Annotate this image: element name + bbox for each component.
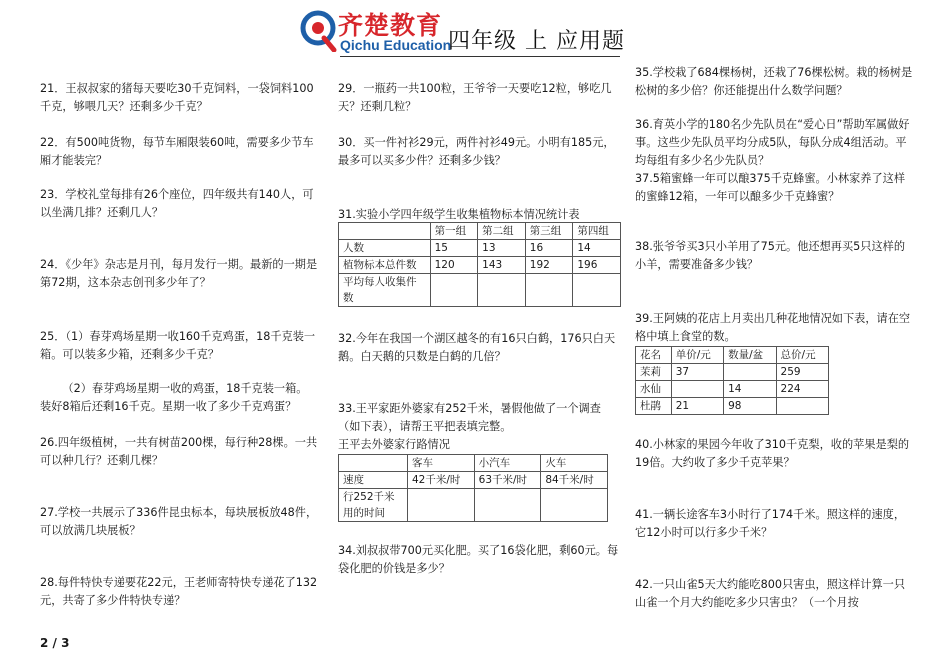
table-cell: 茉莉 <box>636 364 672 381</box>
specimen-table <box>338 222 621 307</box>
table-cell <box>776 398 828 415</box>
logo-icon <box>300 8 340 52</box>
question-39: 39.王阿姨的花店上月卖出几种花地情况如下表，请在空格中填上食堂的数。 <box>635 312 911 343</box>
table-cell <box>339 223 431 240</box>
question-31-title: 31.实验小学四年级学生收集植物标本情况统计表 <box>338 208 580 221</box>
question-40: 40.小林家的果园今年收了310千克梨，收的苹果是梨的19倍。大约收了多少千克苹果？ <box>635 438 910 469</box>
question-37: 37.5箱蜜蜂一年可以酿375千克蜂蜜。小林家养了这样的蜜蜂12箱，一年可以酿多少千克蜂蜜？ <box>635 172 906 203</box>
table-header-cell: 第三组 <box>525 223 573 240</box>
flower-table <box>635 346 829 415</box>
table-header-cell: 客车 <box>408 455 475 472</box>
question-29: 29．一瓶药一共100粒，王爷爷一天要吃12粒，够吃几天？还剩几粒？ <box>338 82 612 113</box>
table-cell: 120 <box>430 257 478 274</box>
question-41: 41.一辆长途客车3小时行了174千米。照这样的速度，它12小时可以行多少千米？ <box>635 508 906 539</box>
travel-table <box>338 454 608 522</box>
table-cell: 13 <box>478 240 526 257</box>
logo-text-cn: 齐楚教育 <box>338 11 443 40</box>
table-header-row <box>636 347 829 364</box>
table-cell <box>430 274 478 307</box>
table-cell: 98 <box>724 398 776 415</box>
table-header-cell: 数量/盆 <box>724 347 776 364</box>
question-23: 23．学校礼堂每排有26个座位，四年级共有140人，可以坐满几排？还剩几人？ <box>40 188 314 219</box>
table-cell <box>724 364 776 381</box>
question-22: 22．有500吨货物，每节车厢限装60吨，需要多少节车厢才能装完？ <box>40 136 314 167</box>
table-header-cell: 小汽车 <box>474 455 541 472</box>
table-row <box>636 364 829 381</box>
question-26: 26.四年级植树，一共有树苗200棵，每行种28棵。一共可以种几行？还剩几棵？ <box>40 436 318 467</box>
table-cell: 行252千米用的时间 <box>339 489 408 522</box>
question-36: 36.育英小学的180名少先队员在“爱心日”帮助军属做好事。这些少先队员平均分成5队，每队分成4组活动。平均每组有多少名少先队员？ <box>635 118 910 167</box>
table-cell: 人数 <box>339 240 431 257</box>
table-header-cell: 第四组 <box>573 223 621 240</box>
table-header-cell: 单价/元 <box>671 347 723 364</box>
question-25-1: 25．（1）春芽鸡场星期一收160千克鸡蛋，18千克装一箱。可以装多少箱，还剩多少千克？ <box>40 330 316 361</box>
header-underline <box>340 56 620 57</box>
table-cell <box>478 274 526 307</box>
table-cell <box>573 274 621 307</box>
table-row <box>636 381 829 398</box>
table-header-cell: 总价/元 <box>776 347 828 364</box>
table-row <box>339 240 621 257</box>
table-header-cell: 火车 <box>541 455 608 472</box>
question-35: 35.学校栽了684棵杨树，还栽了76棵松树。栽的杨树是松树的多少倍？你还能提出什么数学问题？ <box>635 66 913 97</box>
table-cell: 21 <box>671 398 723 415</box>
question-33: 33.王平家距外婆家有252千米，暑假他做了一个调查（如下表），请帮王平把表填完整。 <box>338 402 601 433</box>
table-cell: 速度 <box>339 472 408 489</box>
table-cell: 植物标本总件数 <box>339 257 431 274</box>
page-title: 四年级 上 应用题 <box>448 29 625 54</box>
table-header-cell: 第一组 <box>430 223 478 240</box>
logo-text-en: Qichu Education <box>340 37 452 53</box>
table-cell <box>525 274 573 307</box>
table-cell <box>671 381 723 398</box>
table-cell: 15 <box>430 240 478 257</box>
table-cell: 16 <box>525 240 573 257</box>
table-cell: 84千米/时 <box>541 472 608 489</box>
table-cell: 259 <box>776 364 828 381</box>
question-42: 42.一只山雀5天大约能吃800只害虫，照这样计算一只山雀一个月大约能吃多少只害虫？（一个月按 <box>635 578 906 609</box>
table-header-cell: 第二组 <box>478 223 526 240</box>
table-cell: 平均每人收集件数 <box>339 274 431 307</box>
question-38: 38.张爷爷买3只小羊用了75元。他还想再买5只这样的小羊，需要准备多少钱？ <box>635 240 906 271</box>
table-header-row <box>339 455 608 472</box>
table-cell: 杜鹃 <box>636 398 672 415</box>
table-row <box>636 398 829 415</box>
table-cell: 196 <box>573 257 621 274</box>
table-cell: 42千米/时 <box>408 472 475 489</box>
question-25-2: （2）春芽鸡场星期一收的鸡蛋，18千克装一箱。装好8箱后还剩16千克。星期一收了多少千克鸡蛋？ <box>40 382 308 413</box>
question-33-caption: 王平去外婆家行路情况 <box>338 438 450 451</box>
table-row <box>339 489 608 522</box>
table-cell: 水仙 <box>636 381 672 398</box>
table-header-cell: 花名 <box>636 347 672 364</box>
question-32: 32.今年在我国一个湖区越冬的有16只白鹤，176只白天鹅。白天鹅的只数是白鹤的几倍？ <box>338 332 616 363</box>
table-row <box>339 257 621 274</box>
question-30: 30．买一件衬衫29元，两件衬衫49元。小明有185元，最多可以买多少件？还剩多少钱？ <box>338 136 615 167</box>
table-cell: 14 <box>573 240 621 257</box>
table-cell <box>408 489 475 522</box>
question-28: 28.每件特快专递要花22元，王老师寄特快专递花了132元，共寄了多少件特快专递？ <box>40 576 318 607</box>
question-27: 27.学校一共展示了336件昆虫标本，每块展板放48件，可以放满几块展板？ <box>40 506 318 537</box>
question-24: 24．《少年》杂志是月刊，每月发行一期。最新的一期是第72期，这本杂志创刊多少年了？ <box>40 258 318 289</box>
table-cell: 192 <box>525 257 573 274</box>
table-cell: 63千米/时 <box>474 472 541 489</box>
table-row <box>339 472 608 489</box>
table-cell: 37 <box>671 364 723 381</box>
header <box>300 6 660 56</box>
table-cell <box>541 489 608 522</box>
table-cell: 14 <box>724 381 776 398</box>
table-cell: 143 <box>478 257 526 274</box>
table-row <box>339 274 621 307</box>
question-21: 21．王叔叔家的猪每天要吃30千克饲料，一袋饲料100千克，够喂几天？还剩多少千克？ <box>40 82 314 113</box>
page-number: 2 / 3 <box>40 636 70 650</box>
table-cell <box>474 489 541 522</box>
question-34: 34.刘叔叔带700元买化肥。买了16袋化肥，剩60元。每袋化肥的价钱是多少？ <box>338 544 619 575</box>
table-cell: 224 <box>776 381 828 398</box>
table-header-row <box>339 223 621 240</box>
table-cell <box>339 455 408 472</box>
